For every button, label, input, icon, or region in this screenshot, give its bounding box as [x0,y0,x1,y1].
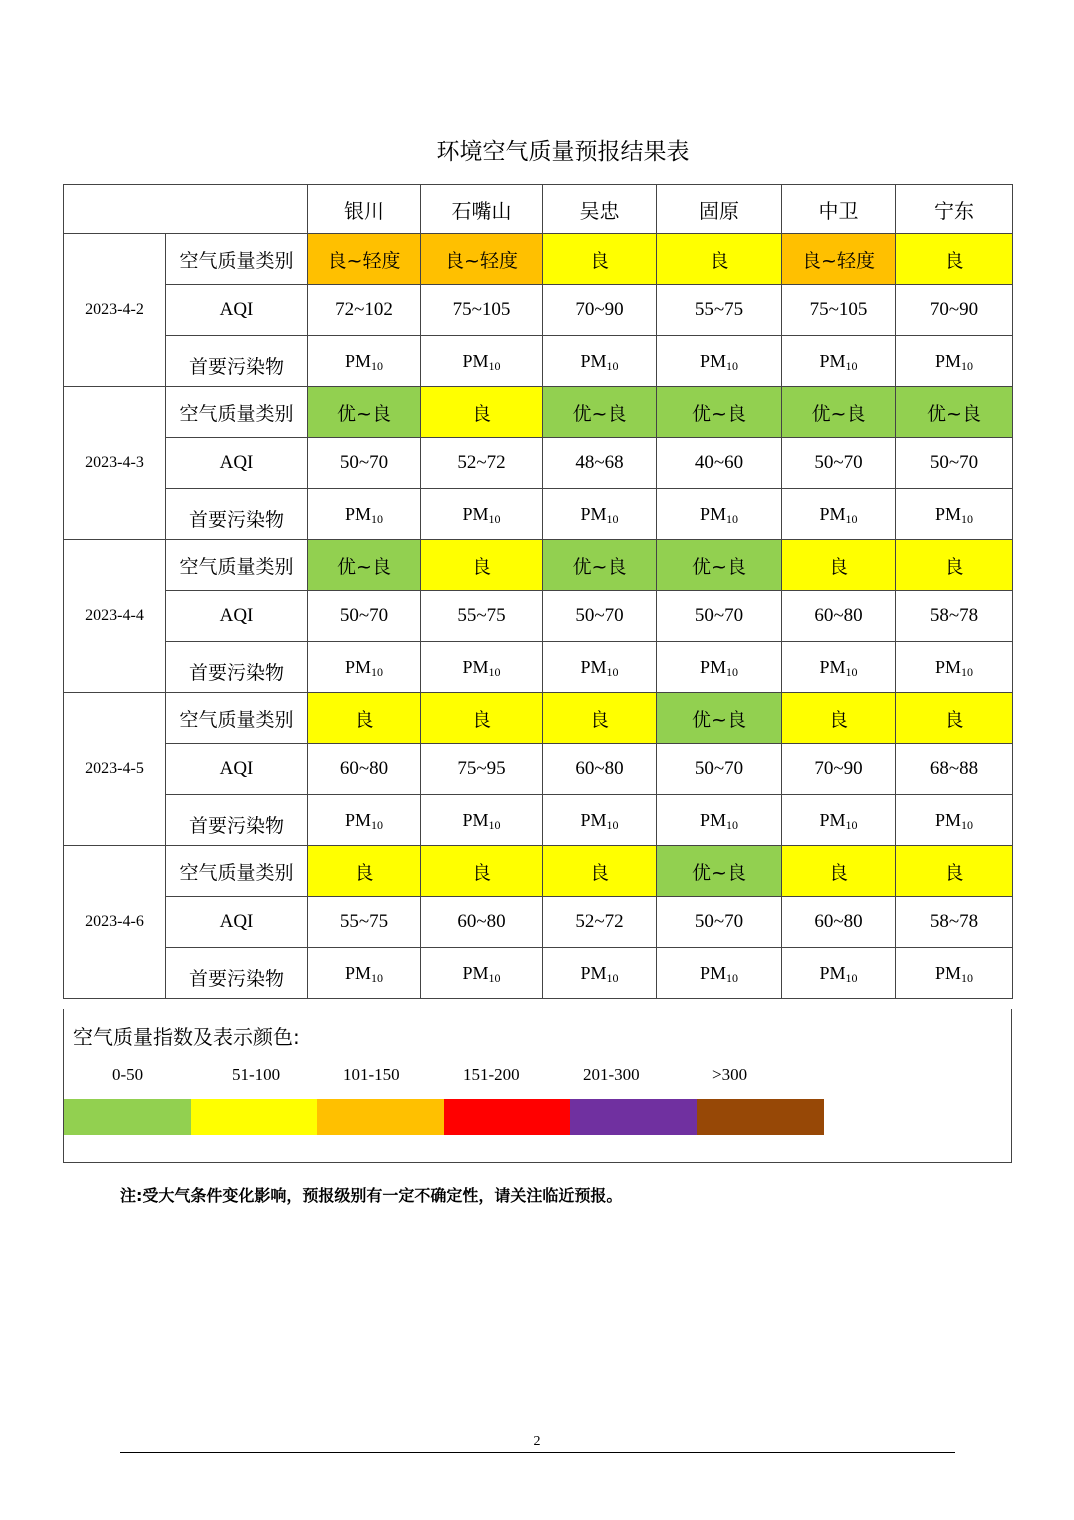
pollutant-row [64,489,1013,540]
aqi-cell: 75~95 [421,744,543,795]
aqi-cell: 58~78 [896,591,1013,642]
aqi-cell: 58~78 [896,897,1013,948]
pollutant-cell: $PM_{10}$ [308,795,421,846]
pollutant-row [64,642,1013,693]
pollutant-cell: $PM_{10}$ [896,948,1013,999]
date-cell: 2023-4-6 [64,846,166,999]
legend-color-swatch [64,1099,191,1135]
pollutant-cell: $PM_{10}$ [421,795,543,846]
category-cell: 优~良 [657,846,782,897]
date-cell: 2023-4-3 [64,387,166,540]
legend-range-label: >300 [712,1065,748,1084]
legend-range-label: 151-200 [463,1065,520,1084]
category-cell: 良 [782,846,896,897]
aqi-row [64,591,1013,642]
pollutant-cell: $PM_{10}$ [421,642,543,693]
category-cell: 良~轻度 [782,234,896,285]
pollutant-cell: $PM_{10}$ [308,642,421,693]
legend-color-swatch [570,1099,697,1135]
pollutant-cell: $PM_{10}$ [657,642,782,693]
category-cell: 优~良 [782,387,896,438]
legend-range-label: 51-100 [232,1065,281,1084]
header-row [64,185,1013,234]
pollutant-row [64,336,1013,387]
aqi-cell: 55~75 [308,897,421,948]
legend-color-swatch [317,1099,444,1135]
category-row [64,846,1013,897]
city-header: 中卫 [782,185,896,234]
category-cell: 良 [896,693,1013,744]
city-header: 吴忠 [543,185,657,234]
category-cell: 优~良 [657,540,782,591]
aqi-cell: 55~75 [657,285,782,336]
aqi-cell: 70~90 [543,285,657,336]
aqi-cell: 40~60 [657,438,782,489]
pollutant-cell: $PM_{10}$ [543,948,657,999]
row-label-pollutant: 首要污染物 [166,336,308,387]
aqi-cell: 50~70 [308,438,421,489]
pollutant-row [64,795,1013,846]
aqi-cell: 60~80 [782,897,896,948]
date-cell: 2023-4-4 [64,540,166,693]
pollutant-cell: $PM_{10}$ [896,489,1013,540]
category-cell: 良 [421,693,543,744]
category-cell: 良 [896,234,1013,285]
date-cell: 2023-4-2 [64,234,166,387]
legend-color-swatch [444,1099,571,1135]
corner-cell [64,185,308,234]
pollutant-cell: $PM_{10}$ [543,642,657,693]
legend-range-label: 201-300 [583,1065,640,1084]
aqi-cell: 50~70 [657,744,782,795]
category-cell: 优~良 [543,540,657,591]
footer-divider [120,1452,955,1453]
aqi-cell: 60~80 [421,897,543,948]
pollutant-cell: $PM_{10}$ [782,795,896,846]
pollutant-cell: $PM_{10}$ [421,336,543,387]
aqi-row [64,744,1013,795]
aqi-cell: 68~88 [896,744,1013,795]
aqi-cell: 48~68 [543,438,657,489]
row-label-aqi: AQI [166,897,308,948]
pollutant-cell: $PM_{10}$ [896,336,1013,387]
row-label-pollutant: 首要污染物 [166,795,308,846]
pollutant-cell: $PM_{10}$ [543,336,657,387]
category-cell: 优~良 [896,387,1013,438]
row-label-category: 空气质量类别 [166,693,308,744]
aqi-cell: 52~72 [421,438,543,489]
row-label-category: 空气质量类别 [166,846,308,897]
category-cell: 良 [308,846,421,897]
row-label-pollutant: 首要污染物 [166,642,308,693]
pollutant-cell: $PM_{10}$ [657,489,782,540]
category-cell: 良 [421,540,543,591]
aqi-row [64,897,1013,948]
row-label-category: 空气质量类别 [166,234,308,285]
row-label-pollutant: 首要污染物 [166,948,308,999]
pollutant-cell: $PM_{10}$ [421,948,543,999]
aqi-cell: 52~72 [543,897,657,948]
category-cell: 良 [896,846,1013,897]
legend-range-label: 0-50 [112,1065,144,1084]
category-cell: 良~轻度 [308,234,421,285]
footnote: 注:受大气条件变化影响，预报级别有一定不确定性，请关注临近预报。 [120,1186,623,1205]
aqi-cell: 50~70 [896,438,1013,489]
pollutant-cell: $PM_{10}$ [782,948,896,999]
pollutant-cell: $PM_{10}$ [421,489,543,540]
aqi-legend [63,1009,1012,1163]
category-cell: 良 [421,846,543,897]
aqi-cell: 60~80 [782,591,896,642]
aqi-cell: 70~90 [896,285,1013,336]
category-cell: 优~良 [657,693,782,744]
row-label-pollutant: 首要污染物 [166,489,308,540]
aqi-cell: 50~70 [308,591,421,642]
pollutant-cell: $PM_{10}$ [543,795,657,846]
category-cell: 良 [308,693,421,744]
aqi-cell: 50~70 [782,438,896,489]
category-cell: 优~良 [308,387,421,438]
aqi-cell: 50~70 [657,591,782,642]
pollutant-cell: $PM_{10}$ [782,642,896,693]
pollutant-cell: $PM_{10}$ [308,336,421,387]
category-cell: 良 [782,693,896,744]
aqi-cell: 75~105 [421,285,543,336]
category-cell: 优~良 [543,387,657,438]
category-row [64,387,1013,438]
category-cell: 优~良 [657,387,782,438]
city-header: 银川 [308,185,421,234]
pollutant-cell: $PM_{10}$ [657,336,782,387]
category-cell: 良 [543,693,657,744]
date-cell: 2023-4-5 [64,693,166,846]
aqi-cell: 70~90 [782,744,896,795]
aqi-row [64,285,1013,336]
pollutant-cell: $PM_{10}$ [782,489,896,540]
aqi-cell: 75~105 [782,285,896,336]
aqi-cell: 60~80 [308,744,421,795]
aqi-cell: 72~102 [308,285,421,336]
pollutant-cell: $PM_{10}$ [782,336,896,387]
pollutant-cell: $PM_{10}$ [308,489,421,540]
row-label-aqi: AQI [166,438,308,489]
aqi-cell: 50~70 [657,897,782,948]
pollutant-row [64,948,1013,999]
row-label-category: 空气质量类别 [166,387,308,438]
legend-title: 空气质量指数及表示颜色: [73,1025,300,1049]
row-label-aqi: AQI [166,744,308,795]
row-label-category: 空气质量类别 [166,540,308,591]
row-label-aqi: AQI [166,285,308,336]
aqi-row [64,438,1013,489]
pollutant-cell: $PM_{10}$ [543,489,657,540]
row-label-aqi: AQI [166,591,308,642]
pollutant-cell: $PM_{10}$ [896,642,1013,693]
legend-range-label: 101-150 [343,1065,400,1084]
city-header: 宁东 [896,185,1013,234]
category-cell: 良 [421,387,543,438]
category-cell: 良~轻度 [421,234,543,285]
pollutant-cell: $PM_{10}$ [896,795,1013,846]
aqi-cell: 50~70 [543,591,657,642]
pollutant-cell: $PM_{10}$ [657,795,782,846]
city-header: 固原 [657,185,782,234]
category-row [64,234,1013,285]
aqi-cell: 60~80 [543,744,657,795]
aqi-cell: 55~75 [421,591,543,642]
category-cell: 良 [896,540,1013,591]
forecast-table [63,184,1013,999]
category-cell: 良 [543,234,657,285]
category-row [64,693,1013,744]
category-cell: 良 [543,846,657,897]
page-title: 环境空气质量预报结果表 [436,139,690,165]
category-cell: 优~良 [308,540,421,591]
page-number: 2 [533,1434,541,1449]
category-row [64,540,1013,591]
category-cell: 良 [657,234,782,285]
city-header: 石嘴山 [421,185,543,234]
pollutant-cell: $PM_{10}$ [308,948,421,999]
category-cell: 良 [782,540,896,591]
legend-color-swatch [697,1099,824,1135]
legend-color-swatch [191,1099,318,1135]
pollutant-cell: $PM_{10}$ [657,948,782,999]
